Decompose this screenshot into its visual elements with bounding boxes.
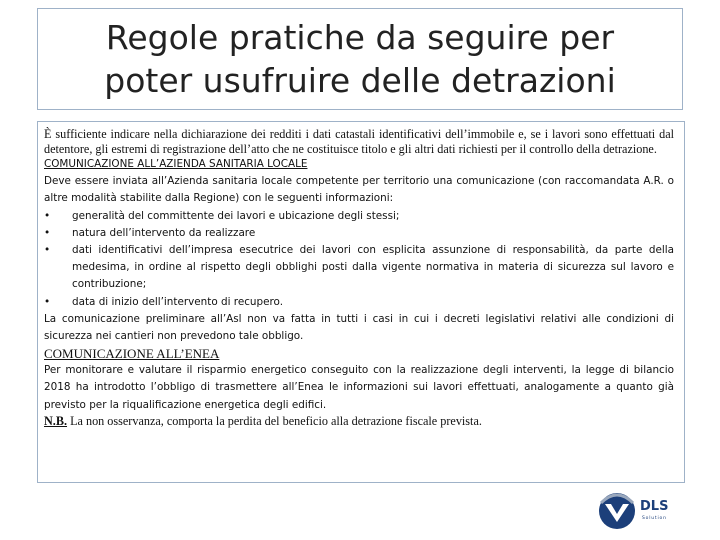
logo-subtitle: Solution: [642, 516, 667, 521]
enea-heading: COMUNICAZIONE ALL’ENEA: [44, 346, 220, 362]
note-paragraph: [44, 414, 674, 429]
asl-closing-paragraph: La comunicazione preliminare all’Asl non va fatta in tutti i casi in cui i decreti legislativi relativi alle condizioni di sicurezza nei cantieri non prevedono tale obbligo.: [44, 312, 674, 343]
asl-heading: COMUNICAZIONE ALL’AZIENDA SANITARIA LOCALE: [44, 158, 308, 171]
logo-name: DLS: [640, 499, 669, 514]
intro-paragraph: È sufficiente indicare nella dichiarazione dei redditi i dati catastali identificativi dell’immobile e, se i lavori sono effettuati dal detentore, gli estremi di registrazione dell’atto che ne costituisce titolo e gli altri dati richiesti per il controllo della detrazione.: [44, 127, 674, 156]
dls-logo-icon: [596, 489, 638, 533]
page-title: Regole pratiche da seguire per poter usufruire delle detrazioni: [104, 18, 616, 100]
asl-paragraph: Deve essere inviata all’Azienda sanitaria locale competente per territorio una comunicazione (con raccomandata A.R. o altre modalità stabilite dalla Regione) con le seguenti informazioni:: [44, 175, 674, 205]
list-item: • natura dell’intervento da realizzare: [44, 225, 674, 242]
title-box: [37, 8, 683, 110]
asl-bullet-list: [44, 208, 674, 311]
enea-paragraph: Per monitorare e valutare il risparmio energetico conseguito con la realizzazione degli interventi, la legge di bilancio 2018 ha introdotto l’obbligo di trasmettere all’Enea le informazioni sui lavori effettuati, analogamente a quanto già previsto per la riqualificazione energetica degli edifici.: [44, 364, 674, 411]
note-text: La non osservanza, comporta la perdita del beneficio alla detrazione fiscale prevista.: [67, 413, 482, 428]
dls-logo: [596, 489, 696, 535]
list-item: • dati identificativi dell’impresa esecutrice dei lavori con esplicita assunzione di responsabilità, da parte della medesima, in ordine al rispetto degli obblighi posti dalla vigente normativa in materia di sicurezza sul lavoro e contribuzione;: [44, 242, 674, 294]
note-label: N.B.: [44, 413, 68, 428]
list-item: • data di inizio dell’intervento di recupero.: [44, 294, 674, 311]
list-item: • generalità del committente dei lavori e ubicazione degli stessi;: [44, 208, 674, 225]
content-box: [37, 121, 685, 483]
